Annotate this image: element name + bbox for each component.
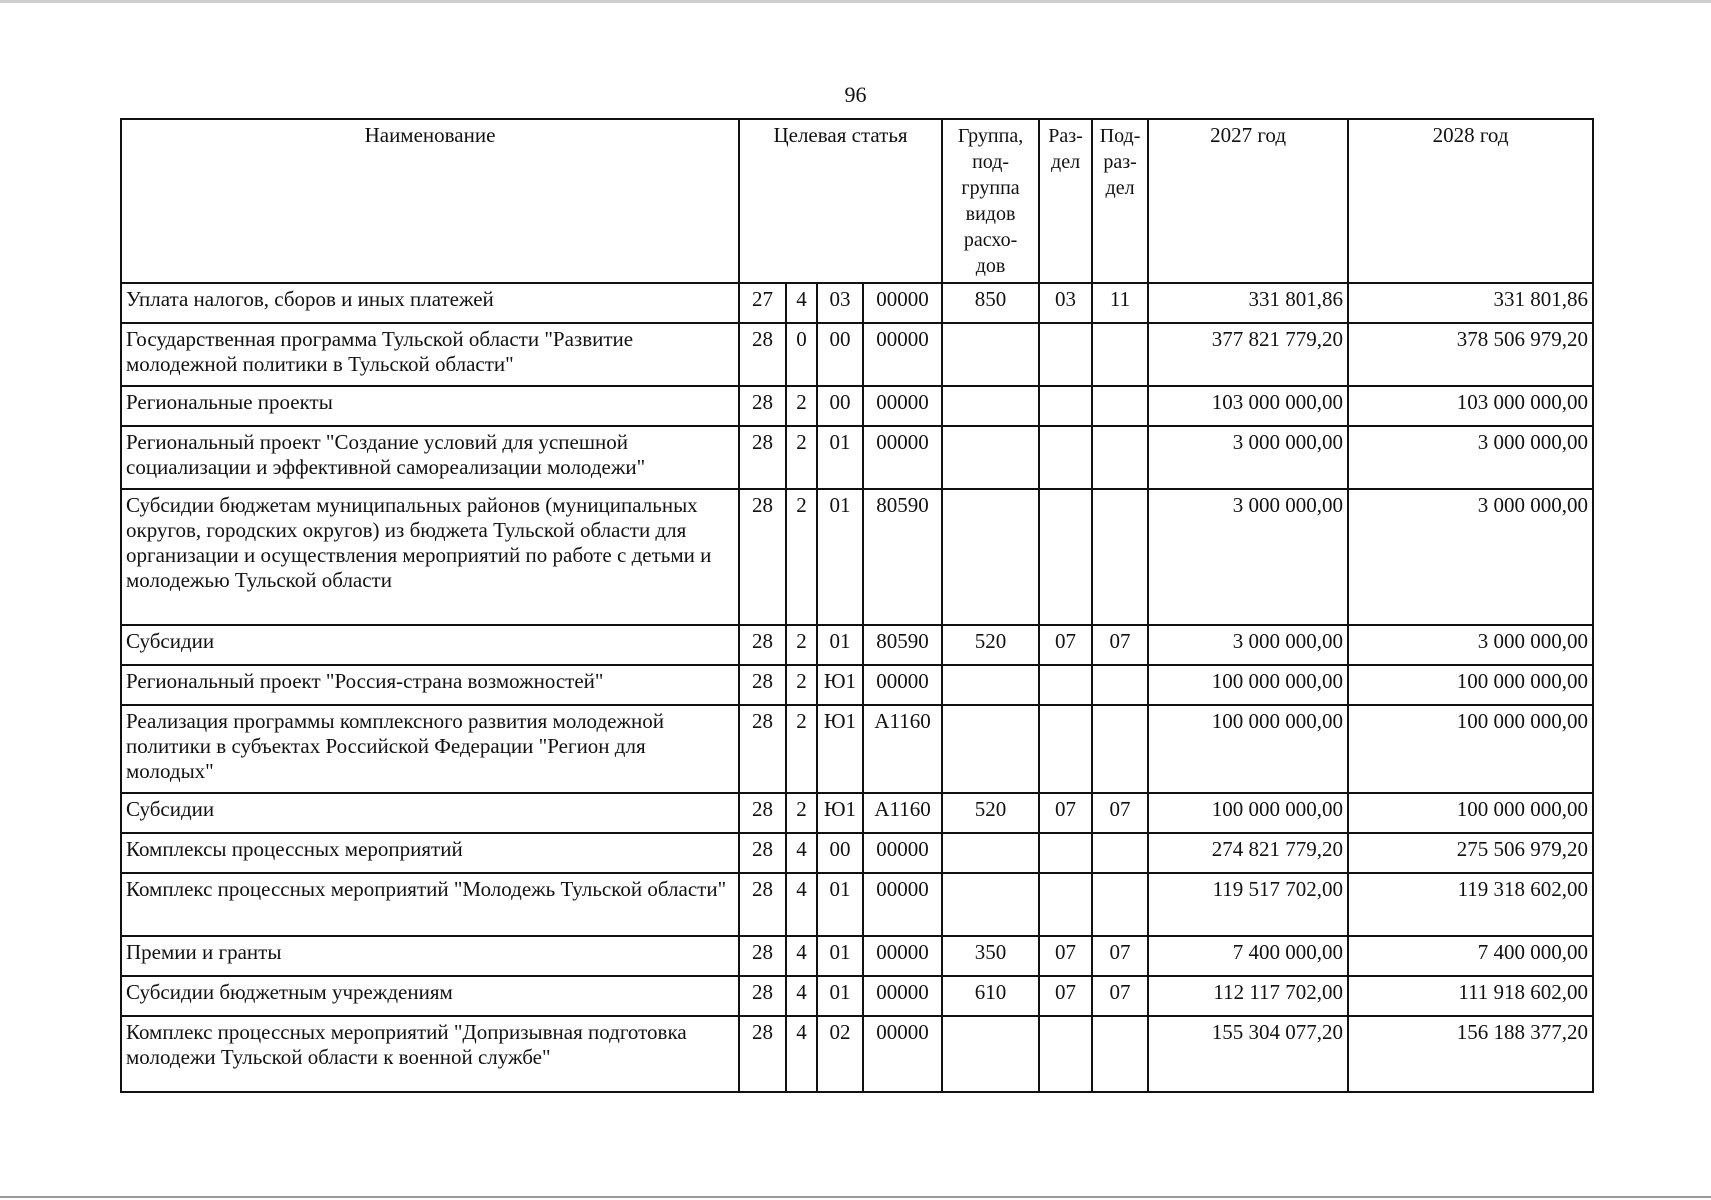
subsection: 07	[1092, 936, 1148, 976]
table-row	[121, 1016, 1593, 1092]
table-row	[121, 386, 1593, 426]
target-article-direction: 80590	[863, 625, 942, 665]
table-row	[121, 625, 1593, 665]
target-article-item: Ю1	[817, 793, 863, 833]
table-row	[121, 976, 1593, 1016]
amount-2027: 155 304 077,20	[1148, 1016, 1348, 1092]
table-body	[121, 283, 1593, 1092]
row-name: Комплексы процессных мероприятий	[121, 833, 739, 873]
header-expense-group: Группа, под- группа видов расхо- дов	[942, 119, 1039, 283]
expense-group: 610	[942, 976, 1039, 1016]
target-article-item: 02	[817, 1016, 863, 1092]
amount-2028: 156 188 377,20	[1348, 1016, 1593, 1092]
subsection: 07	[1092, 976, 1148, 1016]
amount-2028: 7 400 000,00	[1348, 936, 1593, 976]
row-name: Субсидии бюджетам муниципальных районов (муниципальных округов, городских округов) из бюджета Тульской области для организации и осуществления мероприятий по работе с детьми и молодежью Тульской области	[121, 489, 739, 625]
header-year-2028: 2028 год	[1348, 119, 1593, 283]
amount-2028: 378 506 979,20	[1348, 323, 1593, 386]
target-article-item: 01	[817, 936, 863, 976]
target-article-type: 4	[786, 1016, 817, 1092]
expense-group	[942, 426, 1039, 489]
row-name: Уплата налогов, сборов и иных платежей	[121, 283, 739, 323]
table-row	[121, 833, 1593, 873]
page-number: 96	[844, 82, 867, 107]
expense-group: 850	[942, 283, 1039, 323]
target-article-item: 01	[817, 976, 863, 1016]
row-name: Комплекс процессных мероприятий "Молодежь Тульской области"	[121, 873, 739, 936]
expense-group: 350	[942, 936, 1039, 976]
section	[1039, 386, 1092, 426]
amount-2027: 119 517 702,00	[1148, 873, 1348, 936]
amount-2027: 100 000 000,00	[1148, 705, 1348, 793]
amount-2027: 3 000 000,00	[1148, 426, 1348, 489]
subsection	[1092, 705, 1148, 793]
subsection	[1092, 1016, 1148, 1092]
expense-group	[942, 1016, 1039, 1092]
row-name: Региональный проект "Россия-страна возможностей"	[121, 665, 739, 705]
target-article-item: 00	[817, 833, 863, 873]
amount-2028: 100 000 000,00	[1348, 665, 1593, 705]
header-target-article: Целевая статья	[739, 119, 942, 283]
subsection: 07	[1092, 625, 1148, 665]
target-article-direction: 00000	[863, 426, 942, 489]
amount-2027: 331 801,86	[1148, 283, 1348, 323]
amount-2027: 377 821 779,20	[1148, 323, 1348, 386]
header-name: Наименование	[121, 119, 739, 283]
amount-2028: 3 000 000,00	[1348, 489, 1593, 625]
target-article-type: 2	[786, 665, 817, 705]
section: 07	[1039, 625, 1092, 665]
amount-2027: 103 000 000,00	[1148, 386, 1348, 426]
row-name: Реализация программы комплексного развития молодежной политики в субъектах Российской Федерации "Регион для молодых"	[121, 705, 739, 793]
row-name: Субсидии бюджетным учреждениям	[121, 976, 739, 1016]
target-article-type: 4	[786, 833, 817, 873]
target-article-direction: 00000	[863, 386, 942, 426]
target-article-program: 28	[739, 323, 786, 386]
subsection: 07	[1092, 793, 1148, 833]
table-row	[121, 426, 1593, 489]
target-article-type: 2	[786, 426, 817, 489]
target-article-program: 28	[739, 936, 786, 976]
amount-2028: 3 000 000,00	[1348, 426, 1593, 489]
target-article-direction: 00000	[863, 873, 942, 936]
row-name: Премии и гранты	[121, 936, 739, 976]
table-row	[121, 489, 1593, 625]
target-article-direction: А1160	[863, 793, 942, 833]
table-header-row	[121, 119, 1593, 283]
section: 07	[1039, 793, 1092, 833]
target-article-direction: 00000	[863, 323, 942, 386]
target-article-program: 28	[739, 426, 786, 489]
target-article-program: 28	[739, 833, 786, 873]
header-subsection: Под- раз- дел	[1092, 119, 1148, 283]
target-article-type: 2	[786, 705, 817, 793]
table-row	[121, 936, 1593, 976]
target-article-item: 03	[817, 283, 863, 323]
amount-2027: 7 400 000,00	[1148, 936, 1348, 976]
expense-group	[942, 489, 1039, 625]
target-article-type: 4	[786, 976, 817, 1016]
target-article-type: 2	[786, 625, 817, 665]
target-article-direction: 00000	[863, 833, 942, 873]
table-row	[121, 665, 1593, 705]
subsection	[1092, 833, 1148, 873]
target-article-direction: 80590	[863, 489, 942, 625]
target-article-program: 28	[739, 386, 786, 426]
section: 07	[1039, 936, 1092, 976]
table-row	[121, 283, 1593, 323]
target-article-type: 2	[786, 793, 817, 833]
scan-bottom-edge	[0, 1196, 1711, 1198]
subsection: 11	[1092, 283, 1148, 323]
target-article-direction: 00000	[863, 976, 942, 1016]
amount-2028: 3 000 000,00	[1348, 625, 1593, 665]
expense-group	[942, 665, 1039, 705]
target-article-program: 28	[739, 873, 786, 936]
target-article-item: Ю1	[817, 665, 863, 705]
expense-group	[942, 323, 1039, 386]
budget-table	[120, 118, 1594, 1093]
amount-2028: 119 318 602,00	[1348, 873, 1593, 936]
amount-2027: 100 000 000,00	[1148, 793, 1348, 833]
amount-2027: 112 117 702,00	[1148, 976, 1348, 1016]
target-article-item: 01	[817, 426, 863, 489]
amount-2028: 111 918 602,00	[1348, 976, 1593, 1016]
table-row	[121, 873, 1593, 936]
amount-2028: 103 000 000,00	[1348, 386, 1593, 426]
table-row	[121, 793, 1593, 833]
amount-2027: 3 000 000,00	[1148, 489, 1348, 625]
subsection	[1092, 873, 1148, 936]
section: 07	[1039, 976, 1092, 1016]
target-article-direction: 00000	[863, 936, 942, 976]
target-article-direction: А1160	[863, 705, 942, 793]
target-article-type: 2	[786, 489, 817, 625]
row-name: Государственная программа Тульской области "Развитие молодежной политики в Тульской области"	[121, 323, 739, 386]
target-article-item: 01	[817, 489, 863, 625]
target-article-item: 01	[817, 873, 863, 936]
subsection	[1092, 386, 1148, 426]
amount-2027: 100 000 000,00	[1148, 665, 1348, 705]
section	[1039, 873, 1092, 936]
section	[1039, 833, 1092, 873]
section	[1039, 705, 1092, 793]
target-article-type: 0	[786, 323, 817, 386]
row-name: Региональный проект "Создание условий для успешной социализации и эффективной самореализации молодежи"	[121, 426, 739, 489]
amount-2027: 3 000 000,00	[1148, 625, 1348, 665]
subsection	[1092, 426, 1148, 489]
target-article-direction: 00000	[863, 1016, 942, 1092]
subsection	[1092, 665, 1148, 705]
target-article-type: 4	[786, 283, 817, 323]
expense-group	[942, 705, 1039, 793]
section	[1039, 323, 1092, 386]
section	[1039, 489, 1092, 625]
header-year-2027: 2027 год	[1148, 119, 1348, 283]
row-name: Комплекс процессных мероприятий "Допризывная подготовка молодежи Тульской области к военной службе"	[121, 1016, 739, 1092]
target-article-item: 01	[817, 625, 863, 665]
target-article-program: 28	[739, 1016, 786, 1092]
amount-2027: 274 821 779,20	[1148, 833, 1348, 873]
expense-group	[942, 873, 1039, 936]
table-row	[121, 705, 1593, 793]
section	[1039, 426, 1092, 489]
target-article-direction: 00000	[863, 283, 942, 323]
target-article-program: 28	[739, 665, 786, 705]
target-article-direction: 00000	[863, 665, 942, 705]
expense-group: 520	[942, 793, 1039, 833]
section	[1039, 1016, 1092, 1092]
expense-group: 520	[942, 625, 1039, 665]
target-article-type: 4	[786, 936, 817, 976]
target-article-item: 00	[817, 323, 863, 386]
amount-2028: 331 801,86	[1348, 283, 1593, 323]
header-section: Раз- дел	[1039, 119, 1092, 283]
target-article-program: 28	[739, 793, 786, 833]
row-name: Региональные проекты	[121, 386, 739, 426]
subsection	[1092, 323, 1148, 386]
amount-2028: 100 000 000,00	[1348, 793, 1593, 833]
target-article-program: 28	[739, 705, 786, 793]
target-article-type: 4	[786, 873, 817, 936]
expense-group	[942, 386, 1039, 426]
scan-top-edge	[0, 0, 1711, 3]
row-name: Субсидии	[121, 625, 739, 665]
amount-2028: 275 506 979,20	[1348, 833, 1593, 873]
row-name: Субсидии	[121, 793, 739, 833]
target-article-program: 28	[739, 625, 786, 665]
target-article-item: Ю1	[817, 705, 863, 793]
expense-group	[942, 833, 1039, 873]
target-article-item: 00	[817, 386, 863, 426]
section	[1039, 665, 1092, 705]
target-article-program: 27	[739, 283, 786, 323]
target-article-program: 28	[739, 489, 786, 625]
subsection	[1092, 489, 1148, 625]
target-article-program: 28	[739, 976, 786, 1016]
table-row	[121, 323, 1593, 386]
amount-2028: 100 000 000,00	[1348, 705, 1593, 793]
section: 03	[1039, 283, 1092, 323]
target-article-type: 2	[786, 386, 817, 426]
